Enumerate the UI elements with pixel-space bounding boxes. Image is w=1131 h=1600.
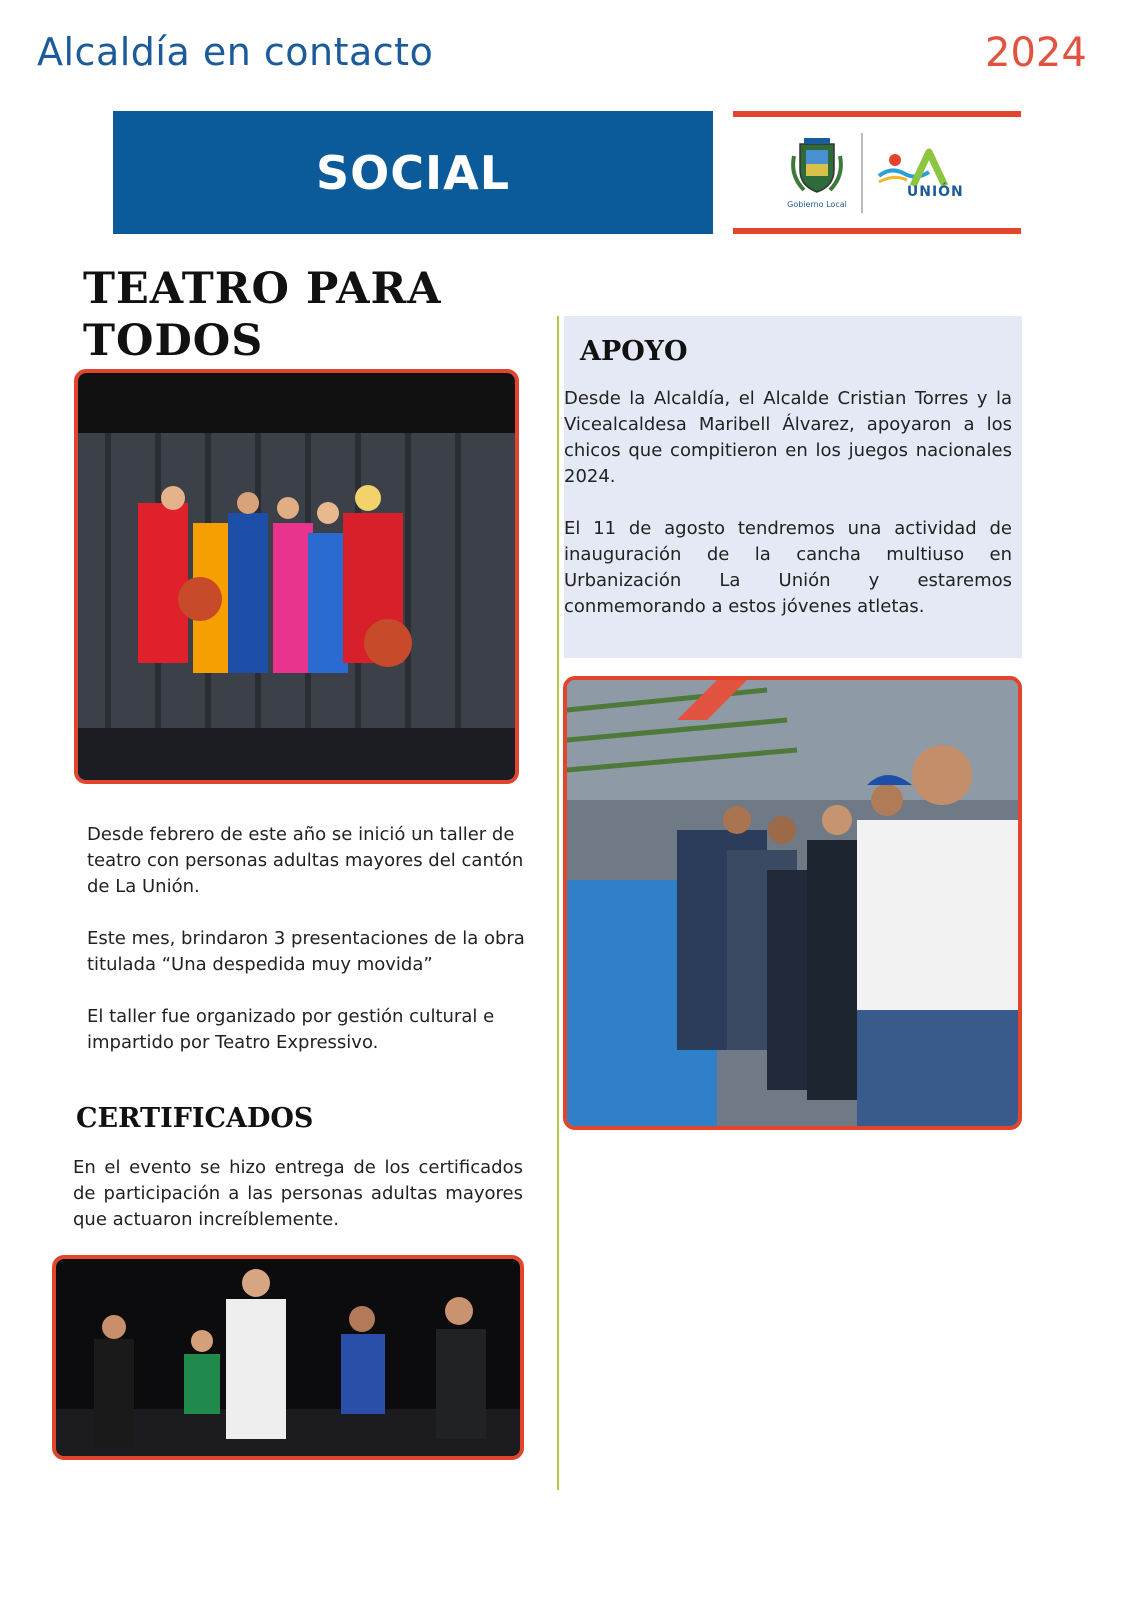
- column-divider: [557, 316, 559, 1490]
- logo-box: [733, 111, 1021, 234]
- teatro-heading-line2: TODOS: [83, 316, 264, 366]
- section-title: SOCIAL: [315, 145, 511, 200]
- teatro-paragraph-2: Este mes, brindaron 3 presentaciones de la obra titulada “Una despedida muy movida”: [87, 928, 525, 975]
- coat-of-arms-icon: [790, 136, 844, 198]
- certificados-heading: CERTIFICADOS: [76, 1103, 314, 1134]
- sports-stadium-photo: [563, 676, 1022, 1130]
- teatro-heading-line1: TEATRO PARA: [83, 264, 442, 314]
- publication-title: Alcaldía en contacto: [37, 30, 434, 74]
- la-union-wordmark: UNIÓN: [906, 183, 964, 200]
- teatro-paragraph-1: Desde febrero de este año se inició un taller de teatro con personas adultas mayores del cantón de La Unión.: [87, 824, 524, 897]
- municipal-seal-logo: [787, 136, 847, 209]
- certificados-body: En el evento se hizo entrega de los certificados de participación a las personas adultas mayores que actuaron increíblemente.: [73, 1157, 523, 1230]
- la-union-logo: [877, 146, 967, 200]
- apoyo-heading: APOYO: [580, 336, 688, 367]
- certificates-ceremony-photo: [52, 1255, 524, 1460]
- apoyo-body: [564, 386, 1012, 646]
- section-banner: [113, 111, 713, 234]
- apoyo-paragraph-1: Desde la Alcaldía, el Alcalde Cristian Torres y la Vicealcaldesa Maribell Álvarez, apoyaron a los chicos que compitieron en los juegos nacionales 2024.: [564, 388, 1012, 487]
- teatro-paragraph-3: El taller fue organizado por gestión cultural e impartido por Teatro Expressivo.: [87, 1006, 495, 1053]
- publication-year: 2024: [985, 30, 1087, 76]
- seal-caption: Gobierno Local: [787, 200, 847, 209]
- theater-performance-photo: [74, 369, 519, 784]
- teatro-body: [87, 822, 527, 1082]
- teatro-heading: [83, 263, 442, 367]
- logo-divider: [861, 133, 863, 213]
- apoyo-paragraph-2: El 11 de agosto tendremos una actividad de inauguración de la cancha multiuso en Urbanización La Unión y estaremos conmemorando a estos jóvenes atletas.: [564, 518, 1012, 617]
